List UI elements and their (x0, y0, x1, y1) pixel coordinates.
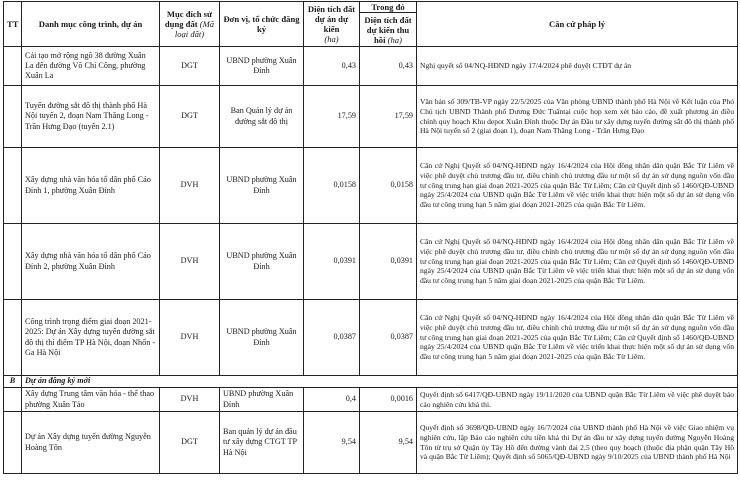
cell-legal: Căn cứ Nghị Quyết số 04/NQ-HĐND ngày 16/4/2024 của Hội đồng nhân dân quận Bắc Từ Liêm về việc phê duyệt chủ trương đầu tư, điều chỉnh chủ trương đầu tư một số dự án sử dụng nguồn vốn đầu tư công trung hạn giai đoạn 2021-2025 của quận Bắc Từ Liêm; Căn cứ Quyết định số 1460/QĐ-UBND ngày 25/4/2024 của UBND quận Bắc Từ Liêm về việc triển khai thực hiện một số dự án sử dụng vốn đầu tư công trung hạn 5 năm giai đoạn 2021-2025 của quận Bắc Từ Liêm. (417, 300, 738, 376)
section-b-number: B (4, 376, 22, 388)
cell-purpose: DVH (160, 224, 220, 300)
cell-recover: 0,43 (360, 47, 417, 86)
cell-area: 17,59 (304, 86, 360, 148)
cell-tt (4, 388, 22, 412)
cell-registrant: UBND phường Xuân Đỉnh (220, 224, 304, 300)
header-legal-basis: Căn cứ pháp lý (417, 2, 738, 47)
cell-purpose: DGT (160, 47, 220, 86)
project-table-sheet (3, 1, 737, 474)
cell-registrant: UBND phường Xuân Đỉnh (220, 388, 304, 412)
section-b-title: Dự án đăng ký mới (22, 376, 738, 388)
table-row (4, 47, 738, 86)
cell-legal: Nghị quyết số 04/NQ-HĐND ngày 17/4/2024 phê duyệt CTĐT dự án (417, 47, 738, 86)
cell-recover: 0,0391 (360, 224, 417, 300)
table-row (4, 148, 738, 224)
cell-purpose: DGT (160, 412, 220, 474)
cell-area: 0,4 (304, 388, 360, 412)
header-tt: TT (4, 2, 22, 47)
cell-purpose: DVH (160, 388, 220, 412)
cell-registrant: Ban quản lý dự án đầu tư xây dựng CTGT TP Hà Nội (220, 412, 304, 474)
cell-legal: Quyết định số 3698/QĐ-UBND ngày 16/7/2024 của UBND thành phố Hà Nội về việc Giao nhiệm vụ nghiên cứu, lập Báo cáo nghiên cứu tiền khả thi Dự án đầu tư xây dựng tuyến đường Nguyễn Hoàng Tôn từ trụ sở Quận ủy Tây Hồ đến đường vành đai 2,5 (theo quy hoạch (thuộc địa phận quận Tây Hồ và quận Bắc Từ Liêm); Quyết định số 5065/QĐ-UBND ngày 9/10/2025 của UBND thành phố Hà Nội (417, 412, 738, 474)
table-row (4, 300, 738, 376)
cell-project-name: Công trình trọng điểm giai đoạn 2021-2025: Dự án Xây dựng tuyến đường sắt đô thị thí điểm TP Hà Nội, đoạn Nhổn - Ga Hà Nội (22, 300, 160, 376)
cell-project-name: Cải tạo mở rộng ngõ 38 đường Xuân La đến đường Võ Chí Công, phường Xuân La (22, 47, 160, 86)
cell-tt (4, 300, 22, 376)
cell-purpose: DVH (160, 300, 220, 376)
header-purpose: Mục đích sử dụng đất (Mã loại đất) (160, 2, 220, 47)
table-row (4, 388, 738, 412)
cell-area: 0,0391 (304, 224, 360, 300)
table-row (4, 224, 738, 300)
cell-recover: 17,59 (360, 86, 417, 148)
cell-legal: Văn bản số 309/TB-VP ngày 22/5/2025 của Văn phòng UBND thành phố Hà Nội về Kết luận của Phó Chủ tịch UBND Thành phố Dương Đức Tuấntại cuộc họp xem xét báo cáo, đề xuất phương án điều chỉnh quy hoạch Khu depot Xuân Đỉnh thuộc Dự án Đầu tư xây dựng tuyến đường sắt đô thị thành phố Hà Nội tuyến số 2 (giai đoạn 1), đoạn Nam Thăng Long - Trần Hưng Đạo (417, 86, 738, 148)
cell-registrant: Ban Quản lý dự án đường sắt đô thị (220, 86, 304, 148)
cell-tt (4, 148, 22, 224)
cell-tt (4, 86, 22, 148)
cell-purpose: DVH (160, 148, 220, 224)
cell-registrant: UBND phường Xuân Đỉnh (220, 47, 304, 86)
cell-area: 9,54 (304, 412, 360, 474)
cell-project-name: Xây dựng nhà văn hóa tổ dân phố Cáo Đỉnh 2, phường Xuân Đỉnh (22, 224, 160, 300)
cell-legal: Quyết định số 6417/QĐ-UBND ngày 19/11/2020 của UBND quận Bắc Từ Liêm về việc phê duyệt báo cáo nghiên cứu khả thi. (417, 388, 738, 412)
cell-project-name: Tuyến đường sắt đô thị thành phố Hà Nội tuyến 2, đoạn Nam Thăng Long - Trần Hưng Đạo (tuyến 2.1) (22, 86, 160, 148)
cell-tt (4, 47, 22, 86)
header-registrant: Đơn vị, tổ chức đăng ký (220, 2, 304, 47)
cell-project-name: Xây dựng nhà văn hóa tổ dân phố Cáo Đỉnh 1, phường Xuân Đỉnh (22, 148, 160, 224)
cell-area: 0,43 (304, 47, 360, 86)
cell-registrant: UBND phường Xuân Đỉnh (220, 148, 304, 224)
header-project-list: Danh mục công trình, dự án (22, 2, 160, 47)
cell-recover: 0,0158 (360, 148, 417, 224)
table-body (4, 47, 738, 474)
table-row (4, 412, 738, 474)
project-table (3, 1, 738, 474)
cell-recover: 9,54 (360, 412, 417, 474)
table-header (4, 2, 738, 47)
cell-area: 0,0387 (304, 300, 360, 376)
cell-project-name: Dự án Xây dựng tuyến đường Nguyễn Hoàng Tôn (22, 412, 160, 474)
cell-purpose: DGT (160, 86, 220, 148)
header-of-which: Trong đó (360, 2, 417, 13)
cell-area: 0,0158 (304, 148, 360, 224)
cell-legal: Căn cứ Nghị Quyết số 04/NQ-HĐND ngày 16/4/2024 của Hội đồng nhân dân quận Bắc Từ Liêm về việc phê duyệt chủ trương đầu tư, điều chỉnh chủ trương đầu tư một số dự án sử dụng nguồn vốn đầu tư công trung hạn giai đoạn 2021-2025 của quận Bắc Từ Liêm; Căn cứ Quyết định số 1460/QĐ-UBND ngày 25/4/2024 của UBND quận Bắc Từ Liêm về việc triển khai thực hiện một số dự án sử dụng vốn đầu tư công trung hạn 5 năm giai đoạn 2021-2025 của quận Bắc Từ Liêm. (417, 148, 738, 224)
cell-recover: 0,0016 (360, 388, 417, 412)
cell-recover: 0,0387 (360, 300, 417, 376)
cell-registrant: UBND phường Xuân Đỉnh (220, 300, 304, 376)
cell-project-name: Xây dựng Trung tâm văn hóa - thể thao phường Xuân Tảo (22, 388, 160, 412)
header-area-recover: Diện tích đất dự kiến thu hồi (ha) (360, 13, 417, 47)
header-area-plan: Diện tích đất dự án dự kiến (ha) (304, 2, 360, 47)
table-row (4, 86, 738, 148)
cell-legal: Căn cứ Nghị Quyết số 04/NQ-HĐND ngày 16/4/2024 của Hội đồng nhân dân quận Bắc Từ Liêm về việc phê duyệt chủ trương đầu tư, điều chỉnh chủ trương đầu tư một số dự án sử dụng nguồn vốn đầu tư công trung hạn giai đoạn 2021-2025 của quận Bắc Từ Liêm; Căn cứ Quyết định số 1460/QĐ-UBND ngày 25/4/2024 của UBND quận Bắc Từ Liêm về việc triển khai thực hiện một số dự án sử dụng vốn đầu tư công trung hạn 5 năm giai đoạn 2021-2025 của quận Bắc Từ Liêm. (417, 224, 738, 300)
cell-tt (4, 224, 22, 300)
cell-tt (4, 412, 22, 474)
section-b-row (4, 376, 738, 388)
